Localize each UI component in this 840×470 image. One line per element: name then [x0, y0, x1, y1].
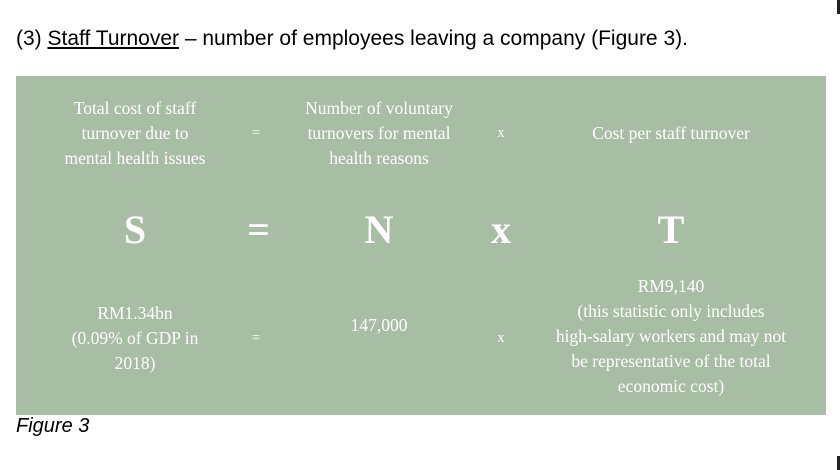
heading-prefix: (3): [16, 27, 48, 50]
total-cost-definition: Total cost of staff turnover due to mental health issues: [64, 98, 206, 168]
symbol-n: N: [364, 206, 394, 252]
formula-panel: [16, 76, 826, 415]
figure-caption: Figure 3: [16, 415, 90, 437]
section-heading: [16, 27, 688, 51]
heading-term: Staff Turnover: [47, 27, 180, 50]
cost-per-turnover-definition: Cost per staff turnover: [592, 123, 750, 143]
definition-equals: =: [251, 125, 261, 141]
value-equals: =: [251, 329, 261, 346]
voluntary-turnovers-definition: Number of voluntary turnovers for mental health reasons: [305, 98, 453, 168]
definition-times: x: [497, 125, 505, 141]
symbol-equals: =: [247, 206, 270, 252]
symbol-times: x: [491, 206, 511, 252]
heading-rest: – number of employees leaving a company (Figure 3).: [179, 27, 688, 50]
total-cost-value: RM1.34bn (0.09% of GDP in 2018): [71, 302, 199, 373]
symbol-s: S: [123, 206, 147, 252]
voluntary-turnovers-value: 147,000: [350, 314, 408, 335]
symbol-t: T: [657, 206, 685, 252]
value-times: x: [497, 329, 505, 346]
cost-per-turnover-value: RM9,140 (this statistic only includes high-salary workers and may not be representative of the total economic cost): [555, 275, 787, 396]
